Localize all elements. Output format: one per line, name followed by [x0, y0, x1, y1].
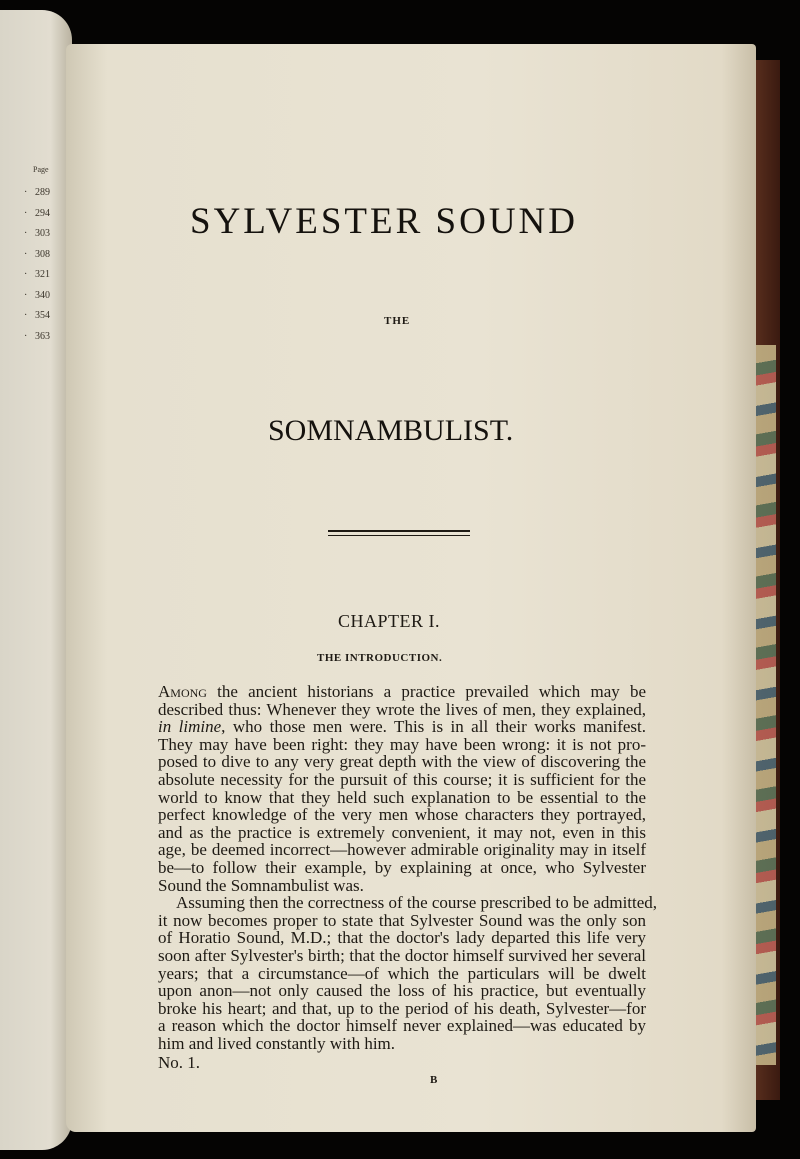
drop-word: Among [158, 682, 207, 701]
text-line: Sound the Somnambulist was. [158, 875, 364, 895]
title-article: THE [384, 315, 411, 327]
text-line [158, 683, 646, 701]
toc-page-number: 289 [35, 187, 50, 198]
text-line: described thus: Whenever they wrote the lives of men, they explained, [158, 699, 646, 719]
text-line: soon after Sylvester's birth; that the doctor himself survived her several [158, 945, 646, 965]
toc-row [0, 249, 60, 265]
toc-page-number: 340 [35, 289, 50, 301]
divider-rule [328, 530, 470, 532]
marbled-edge [756, 345, 776, 1065]
text-line: and as the practice is extremely convenient, it may not, even in this [158, 822, 646, 842]
leader-dot: · [24, 207, 28, 219]
chapter-heading: CHAPTER I. [338, 611, 441, 631]
divider-rule-thin [328, 535, 470, 536]
toc-page-number: 354 [35, 310, 50, 321]
part-number: No. 1. [158, 1053, 201, 1073]
leader-dot: · [24, 248, 28, 260]
paragraph-2 [158, 893, 658, 1053]
line-text: , who those men were. This is in all their works manifest. [221, 717, 647, 737]
paragraph-1 [158, 683, 646, 894]
text-line: him and lived constantly with him. [158, 1033, 396, 1053]
toc-row [0, 331, 60, 347]
text-line: it now becomes proper to state that Sylvester Sound was the only son [158, 910, 646, 930]
text-line: a reason which the doctor himself never explained—was educated by [158, 1016, 646, 1036]
body-text [158, 682, 658, 1087]
text-line: world to know that they held such explanation to be essential to the [158, 787, 646, 807]
text-line: Assuming then the correctness of the course prescribed to be admitted, [176, 893, 658, 913]
signature-mark: B [430, 1074, 438, 1087]
text-line: of Horatio Sound, M.D.; that the doctor's lady departed this life very [158, 928, 646, 948]
toc-page-number: 303 [35, 228, 50, 239]
text-line: posed to dive to any very great depth with the view of discovering the [158, 752, 646, 772]
text-line [158, 718, 646, 736]
left-page [0, 10, 72, 1150]
leader-dot: · [24, 228, 28, 239]
leader-dot: · [24, 289, 28, 301]
leader-dot: · [24, 310, 28, 321]
text-line: perfect knowledge of the very men whose characters they portrayed, [158, 805, 646, 825]
text-line: age, be deemed incorrect—however admirable originality may in itself [158, 840, 646, 860]
toc-row [0, 228, 60, 244]
chapter-title: THE INTRODUCTION. [317, 652, 443, 664]
toc-row [0, 208, 60, 224]
text-line: years; that a circumstance—of which the particulars will be dwelt [158, 963, 646, 983]
leader-dot: · [24, 187, 28, 198]
toc-page-number: 308 [35, 248, 50, 260]
toc-page-number: 294 [35, 207, 50, 219]
toc-page-header: Page [33, 165, 49, 174]
book-title: SYLVESTER SOUND [190, 201, 578, 242]
text-line: broke his heart; and that, up to the period of his death, Sylvester—for [158, 998, 646, 1018]
toc-page-number: 363 [35, 330, 50, 342]
italic-phrase: in limine [158, 717, 222, 737]
toc-page-number: 321 [35, 269, 50, 280]
text-line: absolute necessity for the pursuit of this course; it is sufficient for the [158, 769, 646, 789]
toc-row [0, 187, 60, 203]
text-line: upon anon—not only caused the loss of his practice, but eventually [158, 981, 646, 1001]
toc-row [0, 310, 60, 326]
text-line: be—to follow their example, by explaining at once, who Sylvester [158, 857, 646, 877]
toc-row [0, 290, 60, 306]
line-text: the ancient historians a practice prevailed which may be [206, 682, 646, 701]
text-line: They may have been right: they may have been wrong: it is not pro- [158, 734, 646, 754]
toc-row [0, 269, 60, 285]
book-subtitle: SOMNAMBULIST. [268, 414, 514, 447]
leader-dot: · [24, 269, 28, 280]
leader-dot: · [24, 330, 28, 342]
